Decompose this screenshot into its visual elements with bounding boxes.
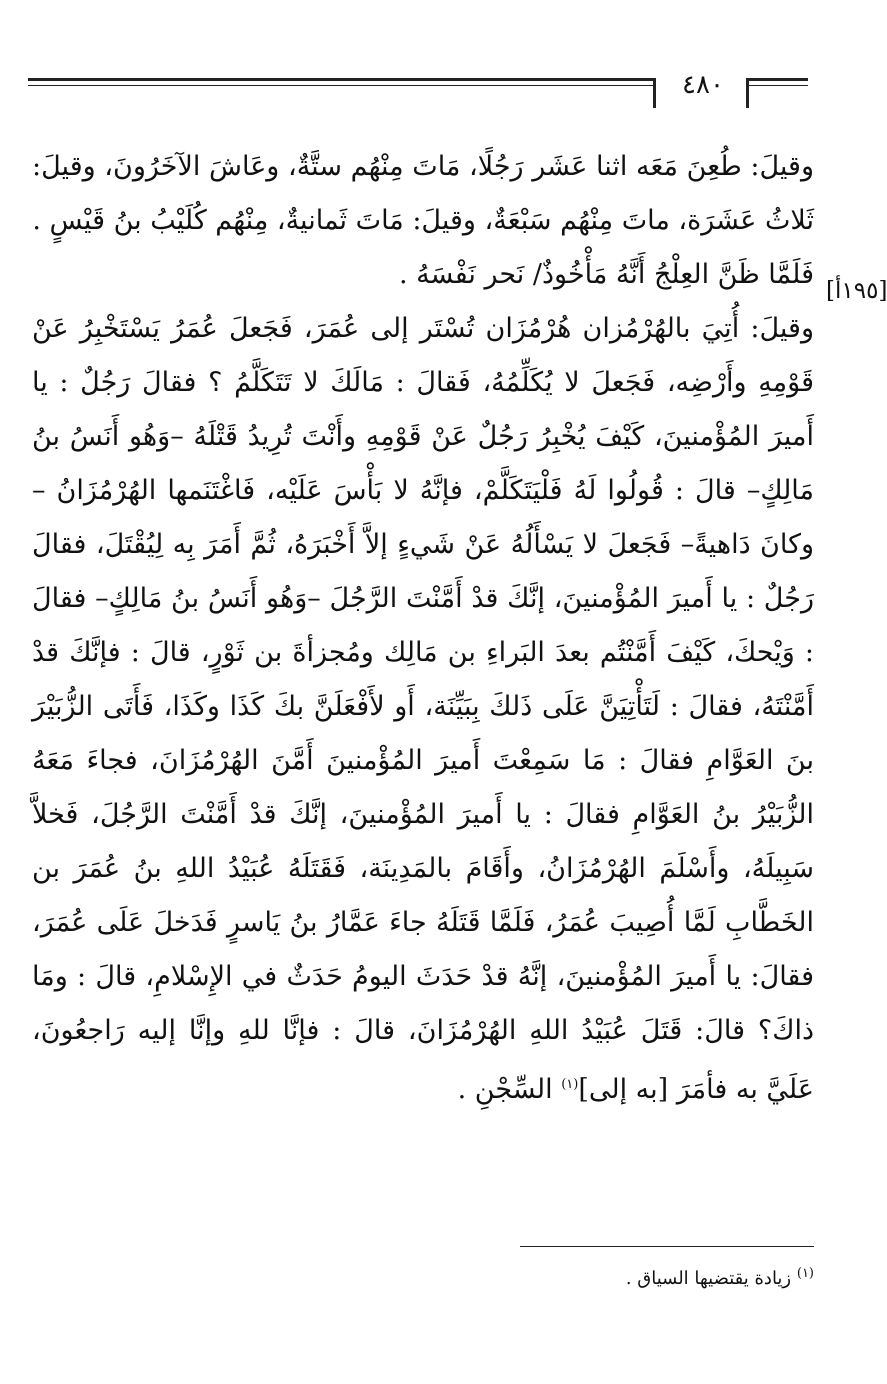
paragraph-3-tail: السِّجْنِ . [457, 1074, 562, 1105]
paragraph-1: وقيلَ: طُعِنَ مَعَه اثنا عَشَر رَجُلًا، مَاتَ مِنْهُم ستَّةٌ، وعَاشَ الآخَرُونَ، وقيلَ: ثَلاثُ عَشَرَة، ماتَ مِنْهُم سَبْعَةٌ، وقيلَ: مَاتَ ثَمانيةٌ، مِنْهُم كُلَيْبُ بنُ قَيْسٍ . [32, 151, 814, 236]
footnote [500, 1266, 814, 1289]
margin-folio-reference: [١٩٥أ] [826, 278, 887, 304]
footnote-divider [520, 1246, 814, 1247]
page-number: ٤٨٠ [682, 70, 724, 100]
footnote-marker: (١) [796, 1266, 814, 1281]
paragraph-3-text: وقيلَ: أُتِيَ بالهُرْمُزان هُرْمُزَان تُسْتَر إلى عُمَرَ، فَجَعلَ عُمَرُ يَسْتَخْبِرُ عَنْ قَوْمِهِ وأَرْضِه، فَجَعلَ لا يُكَلِّمُهُ، فَقالَ : مَالَكَ لا تَتَكَلَّمُ ؟ فقالَ رَجُلٌ : يا أَميرَ المُؤْمنينَ، كَيْفَ يُخْبِرُ رَجُلٌ عَنْ قَوْمِهِ وأَنْتَ تُرِيدُ قَتْلَهُ –وَهُو أَنَسُ بنُ مَالِكٍ– قالَ : قُولُوا لَهُ فَلْيَتَكَلَّمْ، فإنَّهُ لا بَأْسَ عَلَيْه، فَاغْتَنَمها الهُرْمُزَانُ –وكانَ دَاهيةً– فَجَعلَ لا يَسْأَلُهُ عَنْ شَيءٍ إلاَّ أَخْبَرَهُ، ثُمَّ أَمَرَ بِه لِيُقْتَلَ، فقالَ رَجُلٌ : يا أَميرَ المُؤْمنينَ، إنَّكَ قدْ أَمَّنْتَ الرَّجُلَ –وَهُو أَنَسُ بنُ مَالِكٍ– فقالَ : وَيْحكَ، كَيْفَ أَمَّنْتُم بعدَ البَراءِ بن مَالِك ومُجزأةَ بن ثَوْرٍ، قالَ : فإنَّكَ قدْ أَمَّنْتَهُ، فقالَ : لَتَأْتِيَنَّ عَلَى ذَلكَ بِبَيِّنَة، أَو لأَفْعَلَنَّ بكَ كَذَا وكَذَا، فَأَتَى الزُّبَيْرَ بنَ العَوَّامِ فقالَ : مَا سَمِعْتَ أَميرَ المُؤْمنينَ أَمَّنَ الهُرْمُزَانَ، فجاءَ مَعَهُ الزُّبَيْرُ بنُ العَوَّامِ فقالَ : يا أَميرَ المُؤْمنينَ، إنَّكَ قدْ أَمَّنْتَ الرَّجُلَ، فَخلاَّ سَبِيلَهُ، وأَسْلَمَ الهُرْمُزَانُ، وأَقَامَ بالمَدِينَة، فَقَتَلَهُ عُبَيْدُ اللهِ بنُ عُمَرَ بن الخَطَّابِ لَمَّا أُصِيبَ عُمَرُ، فَلَمَّا قَتَلَهُ جاءَ عَمَّارُ بنُ يَاسرٍ فَدَخلَ عَلَى عُمَرَ، فقالَ: يا أَميرَ المُؤْمنينَ، إنَّهُ قدْ حَدَثَ اليومُ حَدَثٌ في الإِسْلامِ، قالَ : ومَا ذاكَ؟ قالَ: قَتَلَ عُبَيْدُ اللهِ الهُرْمُزَانَ، قالَ : فإنَّا للهِ وإنَّا إليه رَاجعُونَ، عَلَيَّ به فأمَرَ [به إلى] [32, 313, 814, 1105]
paragraph-2: فَلَمَّا ظَنَّ العِلْجُ أَنَّهُ مَأْخُوذٌ/ نَحر نَفْسَهُ . [398, 259, 814, 290]
paragraph-3 [32, 302, 814, 1117]
page-header [28, 68, 808, 108]
header-rule-right [746, 78, 808, 108]
footnote-reference[interactable]: (١) [561, 1077, 579, 1092]
body-text [32, 140, 814, 1117]
footnote-text: زيادة يقتضيها السياق . [625, 1268, 797, 1289]
header-rule-left [28, 78, 656, 90]
